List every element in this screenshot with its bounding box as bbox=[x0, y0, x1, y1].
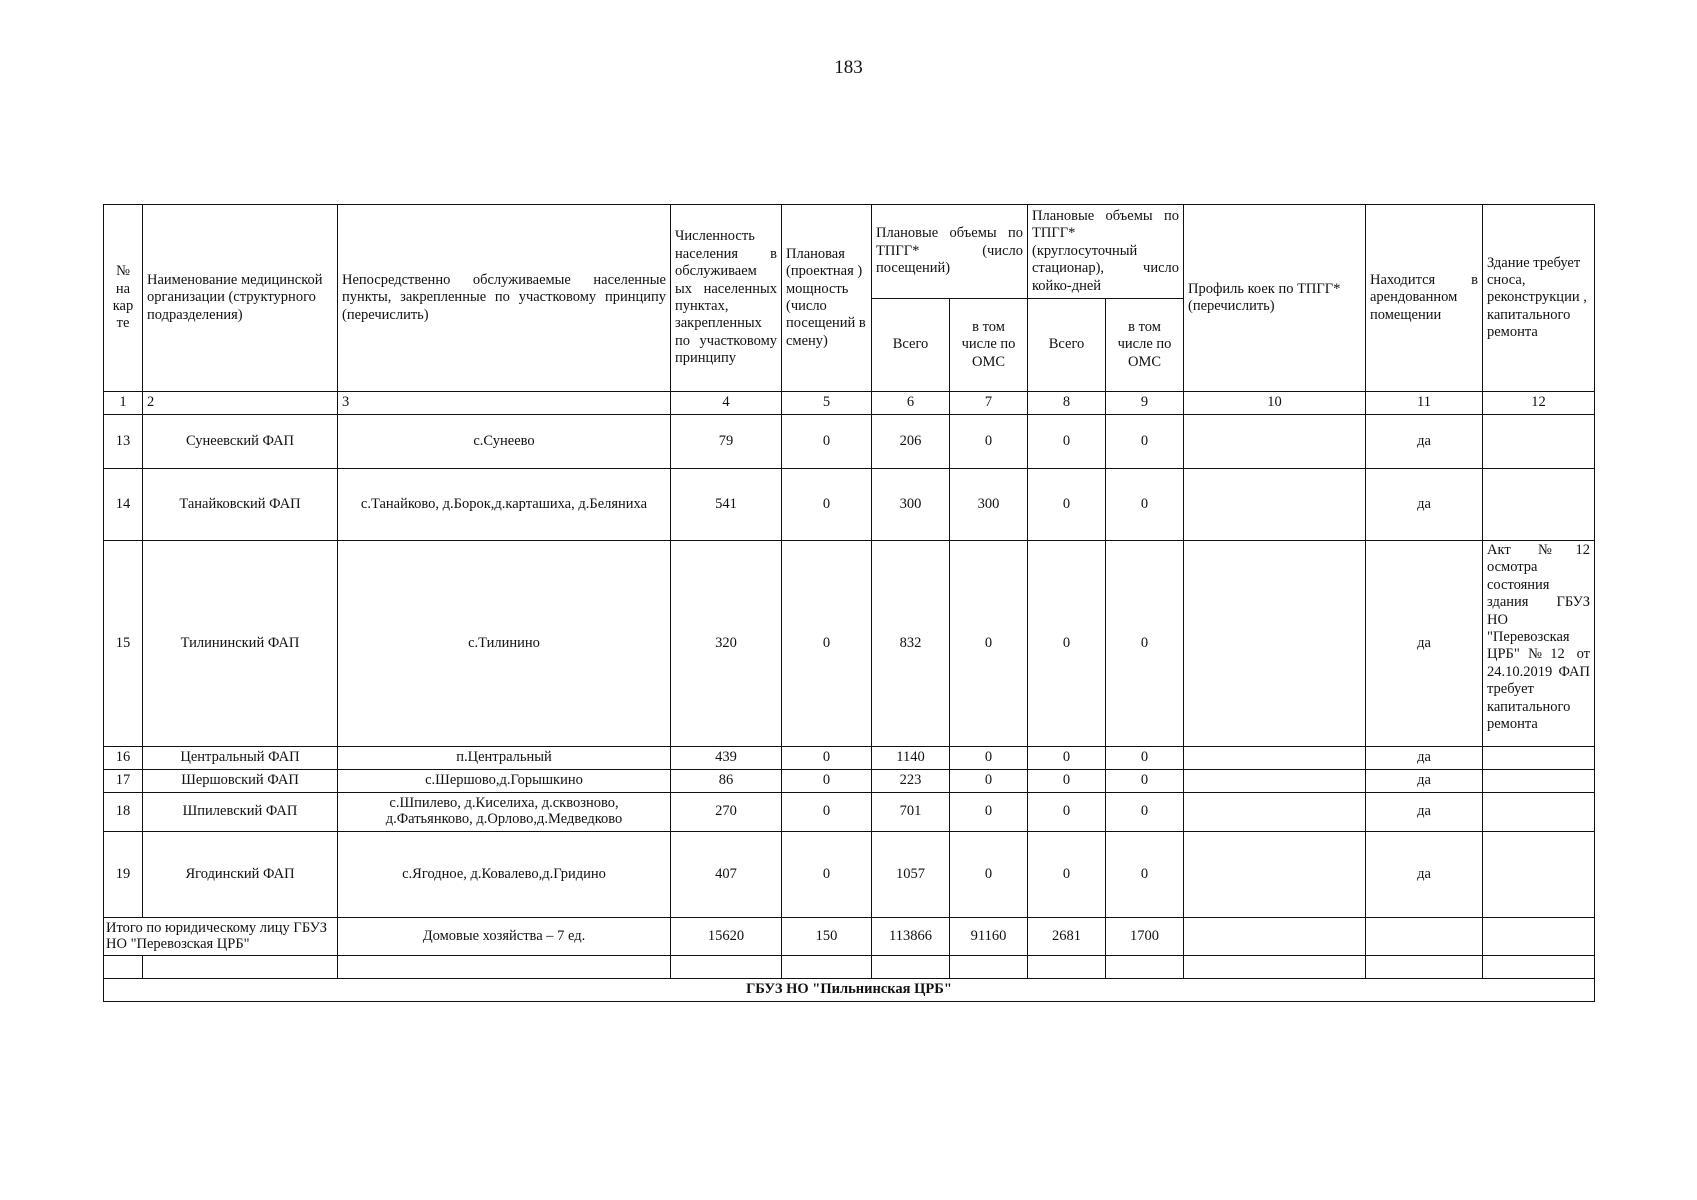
cell-beddays-total: 0 bbox=[1028, 793, 1106, 832]
header-population: Численность населения в обслуживаем ых населенных пунктах, закрепленных по участковому принципу bbox=[671, 205, 782, 392]
cell-population: 79 bbox=[671, 415, 782, 469]
total-label: Итого по юридическому лицу ГБУЗ НО "Перевозская ЦРБ" bbox=[104, 918, 338, 956]
total-rented bbox=[1366, 918, 1483, 956]
cell-no: 18 bbox=[104, 793, 143, 832]
cell-points: с.Тилинино bbox=[338, 541, 671, 747]
cell-no: 14 bbox=[104, 469, 143, 541]
cell-no: 17 bbox=[104, 770, 143, 793]
cell-visits-total: 206 bbox=[872, 415, 950, 469]
colnum: 7 bbox=[950, 392, 1028, 415]
table-row bbox=[104, 832, 1595, 918]
cell-profile bbox=[1184, 793, 1366, 832]
cell-visits-oms: 0 bbox=[950, 832, 1028, 918]
section-row bbox=[104, 979, 1595, 1002]
cell-rented: да bbox=[1366, 832, 1483, 918]
cell-rented: да bbox=[1366, 541, 1483, 747]
cell-capacity: 0 bbox=[782, 832, 872, 918]
cell-rented: да bbox=[1366, 793, 1483, 832]
cell-rented: да bbox=[1366, 415, 1483, 469]
cell-name: Центральный ФАП bbox=[143, 747, 338, 770]
cell-points: с.Сунеево bbox=[338, 415, 671, 469]
cell-capacity: 0 bbox=[782, 541, 872, 747]
cell-profile bbox=[1184, 469, 1366, 541]
cell-beddays-oms: 0 bbox=[1106, 770, 1184, 793]
cell-beddays-oms: 0 bbox=[1106, 469, 1184, 541]
cell-visits-oms: 0 bbox=[950, 415, 1028, 469]
header-number: № на кар те bbox=[104, 205, 143, 392]
colnum: 6 bbox=[872, 392, 950, 415]
cell-population: 270 bbox=[671, 793, 782, 832]
cell-profile bbox=[1184, 770, 1366, 793]
total-population: 15620 bbox=[671, 918, 782, 956]
cell-no: 16 bbox=[104, 747, 143, 770]
empty-cell bbox=[338, 956, 671, 979]
colnum: 11 bbox=[1366, 392, 1483, 415]
total-row bbox=[104, 918, 1595, 956]
cell-capacity: 0 bbox=[782, 747, 872, 770]
total-visits-total: 113866 bbox=[872, 918, 950, 956]
cell-visits-total: 1140 bbox=[872, 747, 950, 770]
cell-name: Шершовский ФАП bbox=[143, 770, 338, 793]
empty-cell bbox=[1028, 956, 1106, 979]
cell-beddays-oms: 0 bbox=[1106, 747, 1184, 770]
cell-name: Шпилевский ФАП bbox=[143, 793, 338, 832]
cell-beddays-total: 0 bbox=[1028, 469, 1106, 541]
empty-cell bbox=[1184, 956, 1366, 979]
header-bed-profile: Профиль коек по ТПГГ* (перечислить) bbox=[1184, 205, 1366, 392]
total-beddays-total: 2681 bbox=[1028, 918, 1106, 956]
cell-population: 86 bbox=[671, 770, 782, 793]
page-number: 183 bbox=[834, 57, 863, 78]
cell-capacity: 0 bbox=[782, 415, 872, 469]
cell-visits-oms: 0 bbox=[950, 541, 1028, 747]
cell-building bbox=[1483, 770, 1595, 793]
cell-name: Тилининский ФАП bbox=[143, 541, 338, 747]
cell-visits-total: 1057 bbox=[872, 832, 950, 918]
cell-points: п.Центральный bbox=[338, 747, 671, 770]
cell-beddays-oms: 0 bbox=[1106, 541, 1184, 747]
colnum: 9 bbox=[1106, 392, 1184, 415]
column-number-row bbox=[104, 392, 1595, 415]
total-beddays-oms: 1700 bbox=[1106, 918, 1184, 956]
header-row bbox=[104, 205, 1595, 299]
cell-beddays-total: 0 bbox=[1028, 747, 1106, 770]
cell-capacity: 0 bbox=[782, 770, 872, 793]
section-title: ГБУЗ НО "Пильнинская ЦРБ" bbox=[104, 979, 1595, 1002]
cell-profile bbox=[1184, 832, 1366, 918]
table-row bbox=[104, 469, 1595, 541]
facilities-table bbox=[103, 204, 1595, 1002]
empty-cell bbox=[872, 956, 950, 979]
cell-name: Ягодинский ФАП bbox=[143, 832, 338, 918]
cell-beddays-oms: 0 bbox=[1106, 415, 1184, 469]
header-served-points: Непосредственно обслуживаемые населенные пункты, закрепленные по участковому принципу (перечислить) bbox=[338, 205, 671, 392]
cell-beddays-total: 0 bbox=[1028, 832, 1106, 918]
header-beddays-oms: в том числе по ОМС bbox=[1106, 299, 1184, 392]
cell-visits-total: 300 bbox=[872, 469, 950, 541]
colnum: 8 bbox=[1028, 392, 1106, 415]
cell-building bbox=[1483, 793, 1595, 832]
cell-name: Сунеевский ФАП bbox=[143, 415, 338, 469]
total-points: Домовые хозяйства – 7 ед. bbox=[338, 918, 671, 956]
header-capacity: Плановая (проектная ) мощность (число посещений в смену) bbox=[782, 205, 872, 392]
colnum: 12 bbox=[1483, 392, 1595, 415]
cell-no: 19 bbox=[104, 832, 143, 918]
table-row bbox=[104, 415, 1595, 469]
cell-beddays-oms: 0 bbox=[1106, 832, 1184, 918]
colnum: 5 bbox=[782, 392, 872, 415]
cell-name: Танайковский ФАП bbox=[143, 469, 338, 541]
colnum: 1 bbox=[104, 392, 143, 415]
cell-population: 320 bbox=[671, 541, 782, 747]
cell-building: Акт №12 осмотра состояния здания ГБУЗ НО "Перевозская ЦРБ"№12 от 24.10.2019 ФАП требует капитального ремонта bbox=[1483, 541, 1595, 747]
cell-points: с.Шпилево, д.Киселиха, д.сквозново, д.Фатьянково, д.Орлово,д.Медведково bbox=[338, 793, 671, 832]
header-visits-group: Плановые объемы по ТПГГ* (число посещений) bbox=[872, 205, 1028, 299]
cell-profile bbox=[1184, 541, 1366, 747]
cell-building bbox=[1483, 469, 1595, 541]
header-rented: Находится в арендованном помещении bbox=[1366, 205, 1483, 392]
cell-visits-oms: 0 bbox=[950, 747, 1028, 770]
header-visits-oms: в том числе по ОМС bbox=[950, 299, 1028, 392]
cell-beddays-total: 0 bbox=[1028, 415, 1106, 469]
cell-rented: да bbox=[1366, 747, 1483, 770]
table-row bbox=[104, 793, 1595, 832]
cell-population: 407 bbox=[671, 832, 782, 918]
cell-population: 439 bbox=[671, 747, 782, 770]
header-beddays-total: Всего bbox=[1028, 299, 1106, 392]
cell-population: 541 bbox=[671, 469, 782, 541]
empty-cell bbox=[1366, 956, 1483, 979]
cell-visits-total: 223 bbox=[872, 770, 950, 793]
cell-visits-oms: 300 bbox=[950, 469, 1028, 541]
cell-profile bbox=[1184, 747, 1366, 770]
empty-row bbox=[104, 956, 1595, 979]
cell-no: 13 bbox=[104, 415, 143, 469]
table-row bbox=[104, 770, 1595, 793]
cell-profile bbox=[1184, 415, 1366, 469]
cell-capacity: 0 bbox=[782, 793, 872, 832]
total-profile bbox=[1184, 918, 1366, 956]
cell-visits-oms: 0 bbox=[950, 793, 1028, 832]
total-building bbox=[1483, 918, 1595, 956]
colnum: 4 bbox=[671, 392, 782, 415]
cell-visits-total: 701 bbox=[872, 793, 950, 832]
empty-cell bbox=[950, 956, 1028, 979]
colnum: 10 bbox=[1184, 392, 1366, 415]
cell-visits-oms: 0 bbox=[950, 770, 1028, 793]
cell-no: 15 bbox=[104, 541, 143, 747]
cell-building bbox=[1483, 415, 1595, 469]
cell-beddays-total: 0 bbox=[1028, 770, 1106, 793]
cell-visits-total: 832 bbox=[872, 541, 950, 747]
cell-points: с.Шершово,д.Горышкино bbox=[338, 770, 671, 793]
colnum: 2 bbox=[143, 392, 338, 415]
cell-beddays-total: 0 bbox=[1028, 541, 1106, 747]
empty-cell bbox=[143, 956, 338, 979]
header-visits-total: Всего bbox=[872, 299, 950, 392]
cell-beddays-oms: 0 bbox=[1106, 793, 1184, 832]
cell-rented: да bbox=[1366, 469, 1483, 541]
cell-capacity: 0 bbox=[782, 469, 872, 541]
table-row bbox=[104, 747, 1595, 770]
empty-cell bbox=[1106, 956, 1184, 979]
cell-building bbox=[1483, 832, 1595, 918]
colnum: 3 bbox=[338, 392, 671, 415]
cell-building bbox=[1483, 747, 1595, 770]
total-visits-oms: 91160 bbox=[950, 918, 1028, 956]
empty-cell bbox=[104, 956, 143, 979]
cell-rented: да bbox=[1366, 770, 1483, 793]
empty-cell bbox=[671, 956, 782, 979]
header-building-state: Здание требует сноса, реконструкции , капитального ремонта bbox=[1483, 205, 1595, 392]
cell-points: с.Танайково, д.Борок,д.карташиха, д.Беляниха bbox=[338, 469, 671, 541]
total-capacity: 150 bbox=[782, 918, 872, 956]
table-row bbox=[104, 541, 1595, 747]
empty-cell bbox=[1483, 956, 1595, 979]
empty-cell bbox=[782, 956, 872, 979]
header-beddays-group: Плановые объемы по ТПГГ* (круглосуточный стационар), число койко-дней bbox=[1028, 205, 1184, 299]
cell-points: с.Ягодное, д.Ковалево,д.Гридино bbox=[338, 832, 671, 918]
header-org-name: Наименование медицинской организации (структурного подразделения) bbox=[143, 205, 338, 392]
